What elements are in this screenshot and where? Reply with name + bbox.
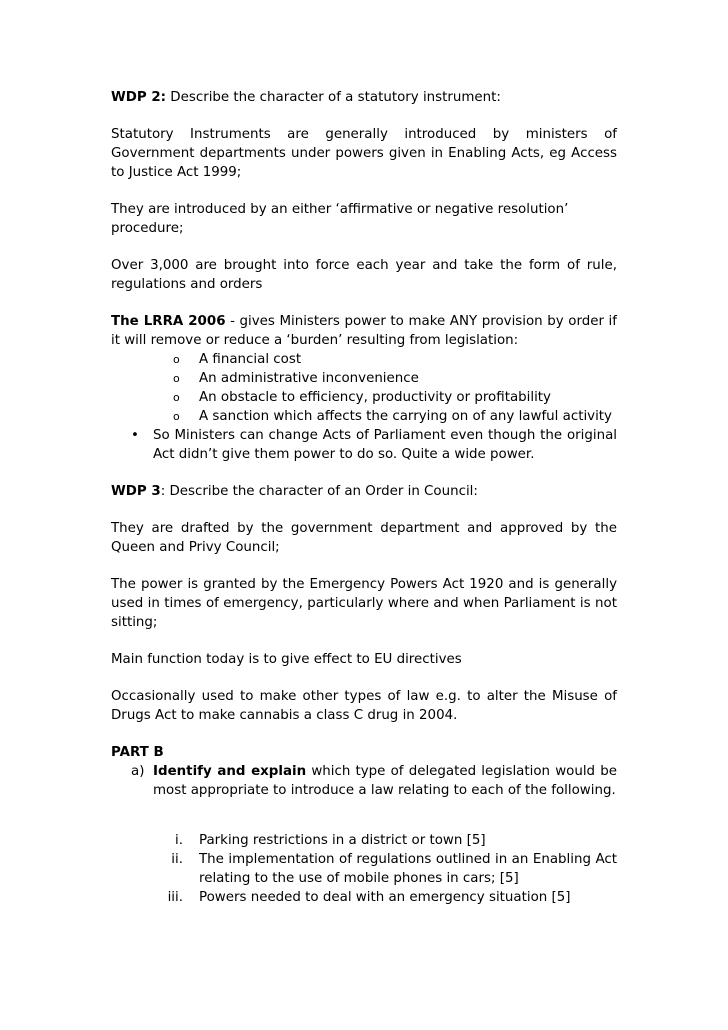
wdp2-paragraph-1: Statutory Instruments are generally introduced by ministers of Government departments under powers given in Enabling Acts, eg Access to Justice Act 1999; <box>111 127 617 180</box>
list-item <box>111 888 617 907</box>
subitem-text: Parking restrictions in a district or town [5] <box>199 833 486 848</box>
circle-bullet-icon: o <box>173 372 180 385</box>
item-marker: iii. <box>167 890 183 905</box>
item-marker: ii. <box>171 852 183 867</box>
list-item <box>111 369 617 388</box>
wdp3-paragraph-4: Occasionally used to make other types of law e.g. to alter the Misuse of Drugs Act to make cannabis a class C drug in 2004. <box>111 689 617 723</box>
circle-bullet-icon: o <box>173 410 180 423</box>
circle-bullet-icon: o <box>173 353 180 366</box>
wdp3-question: : Describe the character of an Order in Council: <box>160 484 478 499</box>
wdp3-label: WDP 3 <box>111 484 161 499</box>
wdp2-question: Describe the character of a statutory instrument: <box>166 90 501 105</box>
list-item <box>111 388 617 407</box>
burden-list <box>111 350 617 426</box>
part-b-question-a <box>111 762 617 800</box>
part-b-heading <box>111 743 617 762</box>
list-item <box>111 831 617 850</box>
subitem-text: Powers needed to deal with an emergency situation [5] <box>199 890 571 905</box>
document-page <box>111 88 617 907</box>
burden-text: A sanction which affects the carrying on of any lawful activity <box>199 409 612 424</box>
part-b-subitems <box>111 831 617 907</box>
burden-text: An administrative inconvenience <box>199 371 419 386</box>
bullet-icon: • <box>131 428 139 443</box>
wdp3-paragraph-1: They are drafted by the government department and approved by the Queen and Privy Council; <box>111 521 617 555</box>
burden-text: A financial cost <box>199 352 302 367</box>
list-item <box>111 407 617 426</box>
circle-bullet-icon: o <box>173 391 180 404</box>
ministers-bullet <box>111 426 617 464</box>
lrra-text: - gives Ministers power to make ANY provision by order if it will remove or reduce a ‘burden’ resulting from legislation: <box>111 314 617 348</box>
wdp2-heading <box>111 88 617 107</box>
lrra-paragraph <box>111 312 617 350</box>
list-item <box>111 850 617 888</box>
wdp3-paragraph-3: Main function today is to give effect to EU directives <box>111 652 462 667</box>
question-a-text: which type of delegated legislation would be most appropriate to introduce a law relating to each of the following. <box>153 764 617 798</box>
question-a-bold: Identify and explain <box>153 764 307 779</box>
list-item <box>111 350 617 369</box>
part-b-heading-text: PART B <box>111 745 164 760</box>
burden-text: An obstacle to efficiency, productivity or profitability <box>199 390 551 405</box>
ministers-bullet-text: So Ministers can change Acts of Parliament even though the original Act didn’t give them power to do so. Quite a wide power. <box>153 428 617 462</box>
subitem-text: The implementation of regulations outlined in an Enabling Act relating to the use of mobile phones in cars; [5] <box>199 852 617 886</box>
wdp2-label: WDP 2: <box>111 90 167 105</box>
lrra-label: The LRRA 2006 <box>111 314 226 329</box>
item-marker: a) <box>131 764 145 779</box>
wdp3-heading <box>111 482 617 501</box>
wdp2-paragraph-2: They are introduced by an either ‘affirmative or negative resolution’ procedure; <box>111 202 569 236</box>
wdp3-paragraph-2: The power is granted by the Emergency Powers Act 1920 and is generally used in times of emergency, particularly where and when Parliament is not sitting; <box>111 577 617 630</box>
item-marker: i. <box>175 833 183 848</box>
wdp2-paragraph-3: Over 3,000 are brought into force each year and take the form of rule, regulations and orders <box>111 258 617 292</box>
